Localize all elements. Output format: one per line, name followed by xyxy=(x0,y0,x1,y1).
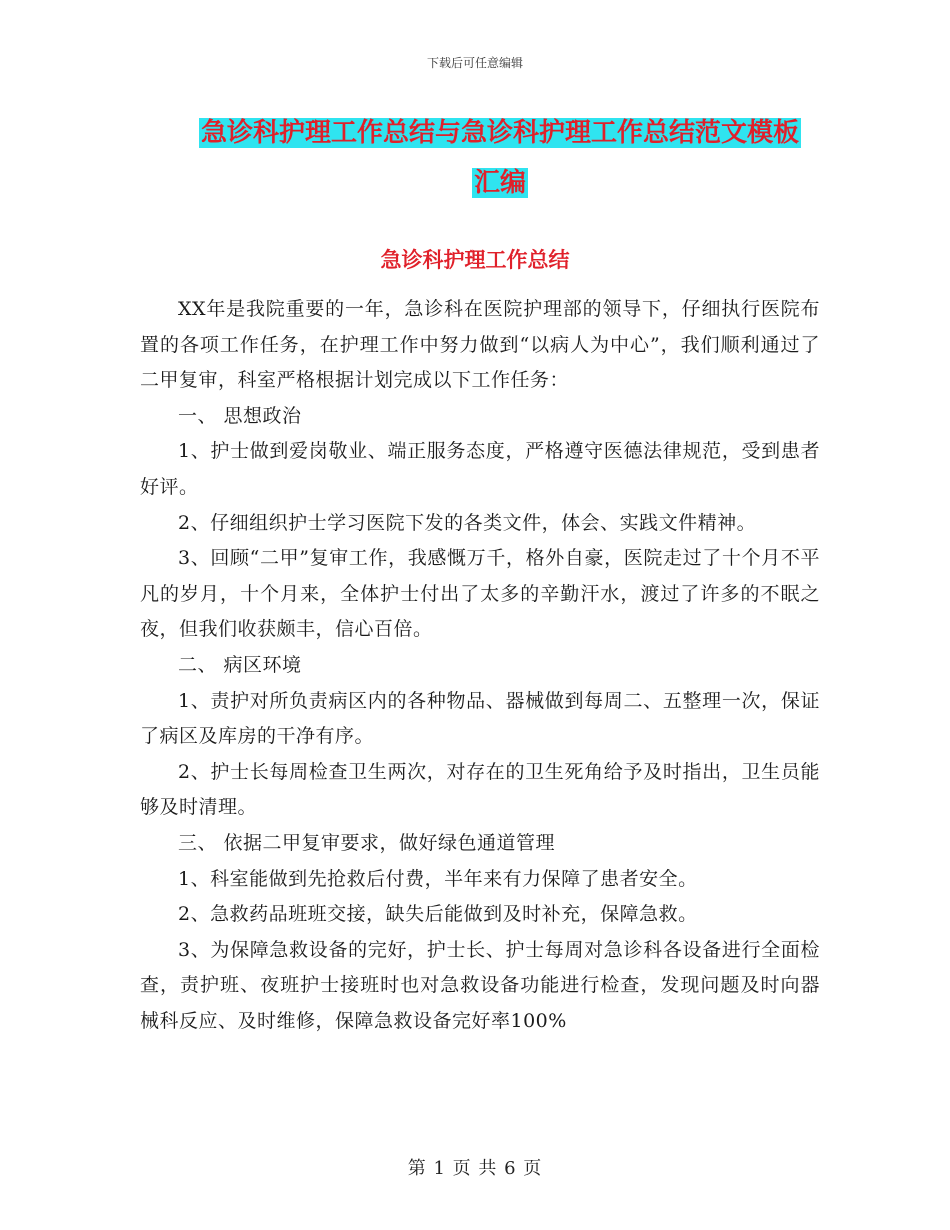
paragraph: 3、回顾“二甲”复审工作，我感慨万千，格外自豪，医院走过了十个月不平凡的岁月，十个月来，全体护士付出了太多的辛勤汗水，渡过了许多的不眠之夜，但我们收获颇丰，信心百倍。 xyxy=(140,547,820,641)
paragraph: 3、为保障急救设备的完好，护士长、护士每周对急诊科各设备进行全面检查，责护班、夜班护士接班时也对急救设备功能进行检查，发现问题及时向器械科反应、及时维修，保障急救设备完好率100% xyxy=(140,938,820,1032)
paragraph: 1、责护对所负责病区内的各种物品、器械做到每周二、五整理一次，保证了病区及库房的干净有序。 xyxy=(140,689,820,748)
paragraph: 一、 思想政治 xyxy=(178,404,302,427)
page-footer: 第 1 页 共 6 页 xyxy=(407,1158,543,1179)
paragraph: 二、 病区环境 xyxy=(178,653,302,676)
paragraph: XX年是我院重要的一年，急诊科在医院护理部的领导下，仔细执行医院布置的各项工作任务，在护理工作中努力做到“以病人为中心”，我们顺利通过了二甲复审，科室严格根据计划完成以下工作任务： xyxy=(140,298,820,392)
paragraph: 2、护士长每周检查卫生两次，对存在的卫生死角给予及时指出，卫生员能够及时清理。 xyxy=(140,760,820,819)
document-title-line2: 汇编 xyxy=(473,168,526,198)
section-title: 急诊科护理工作总结 xyxy=(380,248,570,272)
paragraph: 2、仔细组织护士学习医院下发的各类文件，体会、实践文件精神。 xyxy=(178,511,757,534)
paragraph: 2、急救药品班班交接，缺失后能做到及时补充，保障急救。 xyxy=(178,903,698,926)
paragraph: 三、 依据二甲复审要求，做好绿色通道管理 xyxy=(178,831,556,854)
paragraph: 1、护士做到爱岗敬业、端正服务态度，严格遵守医德法律规范，受到患者好评。 xyxy=(140,440,820,498)
document-title-line1: 急诊科护理工作总结与急诊科护理工作总结范文模板 xyxy=(200,118,799,148)
paragraph: 1、科室能做到先抢救后付费，半年来有力保障了患者安全。 xyxy=(178,867,698,890)
document-body xyxy=(140,292,820,1039)
document-title xyxy=(140,108,860,208)
header-note: 下载后可任意编辑 xyxy=(426,56,523,70)
